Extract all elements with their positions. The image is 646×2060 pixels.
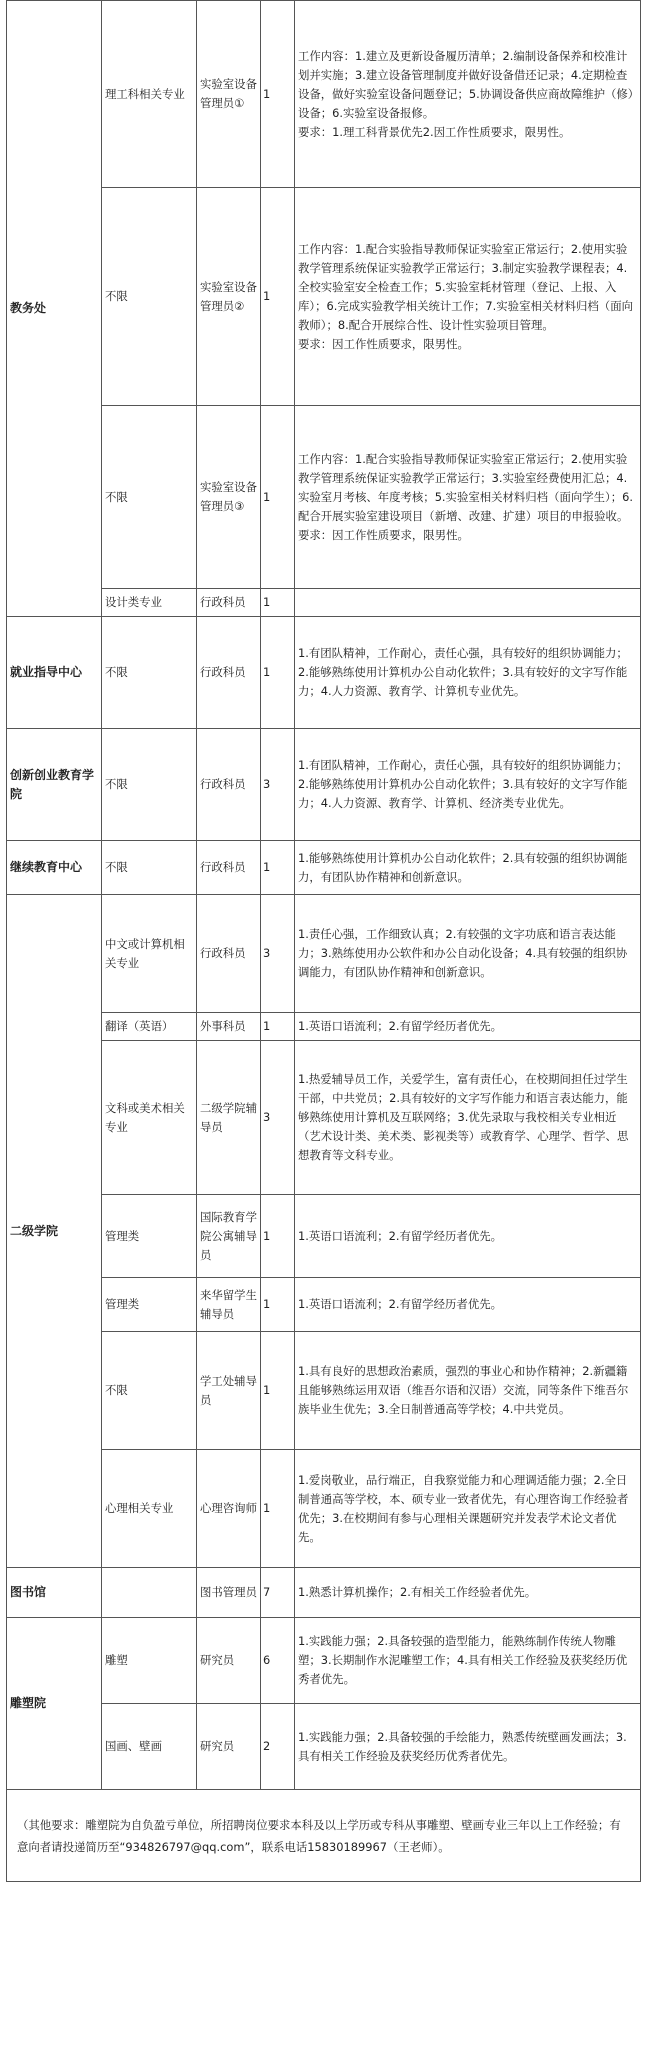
major-cell: [102, 1568, 197, 1618]
count-cell: 1: [261, 188, 295, 406]
table-row: [7, 1618, 641, 1704]
table-row: [7, 589, 641, 617]
dept-cell: 教务处: [7, 1, 102, 617]
requirement-cell: 1.爱岗敬业，品行端正，自我察觉能力和心理调适能力强；2.全日制普通高等学校，本、硕专业一致者优先，有心理咨询工作经验者优先；3.在校期间有参与心理相关课题研究并发表学术论文者优先。: [295, 1450, 641, 1568]
requirement-cell: [295, 188, 641, 406]
major-cell: 国画、壁画: [102, 1704, 197, 1790]
post-cell: 国际教育学院公寓辅导员: [197, 1195, 261, 1278]
count-cell: 3: [261, 729, 295, 841]
requirement-cell: [295, 589, 641, 617]
major-cell: 不限: [102, 617, 197, 729]
requirement-text: 工作内容：1.配合实验指导教师保证实验室正常运行；2.使用实验教学管理系统保证实验教学正常运行；3.实验室经费使用汇总；4.实验室月考核、年度考核；5.实验室相关材料归档（面向学生）；6.配合开展实验室建设项目（新增、改建、扩建）项目的申报验收。: [298, 451, 633, 523]
requirement-cell: 1.实践能力强；2.具备较强的造型能力，能熟练制作传统人物雕塑；3.长期制作水泥雕塑工作；4.具有相关工作经验及获奖经历优秀者优先。: [295, 1618, 641, 1704]
requirement-cell: [295, 406, 641, 589]
dept-cell: 图书馆: [7, 1568, 102, 1618]
major-cell: 不限: [102, 406, 197, 589]
recruitment-table-page: [6, 0, 640, 1882]
major-cell: 文科或美术相关专业: [102, 1041, 197, 1195]
post-cell: 行政科员: [197, 729, 261, 841]
post-cell: 实验室设备管理员①: [197, 1, 261, 188]
count-cell: 1: [261, 1278, 295, 1332]
table-row: [7, 1041, 641, 1195]
requirement-extra: 要求：因工作性质要求，限男性。: [298, 336, 469, 351]
dept-cell: 创新创业教育学院: [7, 729, 102, 841]
count-cell: 1: [261, 1013, 295, 1041]
post-cell: 学工处辅导员: [197, 1332, 261, 1450]
table-row: [7, 1332, 641, 1450]
post-cell: 研究员: [197, 1618, 261, 1704]
post-cell: 来华留学生辅导员: [197, 1278, 261, 1332]
table-row: [7, 1278, 641, 1332]
table-row: [7, 1704, 641, 1790]
requirement-cell: 1.英语口语流利；2.有留学经历者优先。: [295, 1195, 641, 1278]
requirement-text: 工作内容：1.配合实验指导教师保证实验室正常运行；2.使用实验教学管理系统保证实验教学正常运行；3.制定实验教学课程表；4.全校实验室安全检查工作；5.实验室耗材管理（登记、上报、入库）；6.完成实验教学相关统计工作；7.实验室相关材料归档（面向教师）；8.配合开展综合性、设计性实验项目管理。: [298, 241, 633, 332]
major-cell: 理工科相关专业: [102, 1, 197, 188]
table-row: [7, 1195, 641, 1278]
post-cell: 行政科员: [197, 895, 261, 1013]
other-requirements-note: （其他要求：雕塑院为自负盈亏单位，所招聘岗位要求本科及以上学历或专科从事雕塑、壁画专业三年以上工作经验；有意向者请投递简历至“934826797@qq.com”，联系电话15830189967（王老师）。: [7, 1790, 641, 1882]
count-cell: 1: [261, 841, 295, 895]
requirement-cell: 1.具有良好的思想政治素质，强烈的事业心和协作精神；2.新疆籍且能够熟练运用双语（维吾尔语和汉语）交流，同等条件下维吾尔族毕业生优先；3.全日制普通高等学校；4.中共党员。: [295, 1332, 641, 1450]
major-cell: 心理相关专业: [102, 1450, 197, 1568]
count-cell: 1: [261, 617, 295, 729]
table-row: [7, 1790, 641, 1882]
requirement-cell: [295, 1, 641, 188]
major-cell: 不限: [102, 729, 197, 841]
post-cell: 行政科员: [197, 841, 261, 895]
requirement-cell: 1.熟悉计算机操作；2.有相关工作经验者优先。: [295, 1568, 641, 1618]
count-cell: 3: [261, 895, 295, 1013]
count-cell: 3: [261, 1041, 295, 1195]
requirement-extra: 要求：因工作性质要求，限男性。: [298, 527, 469, 542]
count-cell: 1: [261, 589, 295, 617]
count-cell: 1: [261, 1, 295, 188]
major-cell: 雕塑: [102, 1618, 197, 1704]
dept-cell: 就业指导中心: [7, 617, 102, 729]
count-cell: 1: [261, 1332, 295, 1450]
post-cell: 图书管理员: [197, 1568, 261, 1618]
requirement-text: 工作内容：1.建立及更新设备履历清单；2.编制设备保养和校准计划并实施；3.建立设备管理制度并做好设备借还记录；4.定期检查设备，做好实验室设备问题登记；5.协调设备供应商故障维护（修）设备；6.实验室设备报修。: [298, 48, 634, 120]
post-cell: 心理咨询师: [197, 1450, 261, 1568]
dept-cell: 继续教育中心: [7, 841, 102, 895]
major-cell: 中文或计算机相关专业: [102, 895, 197, 1013]
post-cell: 行政科员: [197, 589, 261, 617]
table-row: [7, 1013, 641, 1041]
requirement-extra: 要求：1.理工科背景优先2.因工作性质要求，限男性。: [298, 124, 571, 139]
post-cell: 实验室设备管理员②: [197, 188, 261, 406]
major-cell: 管理类: [102, 1195, 197, 1278]
dept-cell: 雕塑院: [7, 1618, 102, 1790]
requirement-cell: 1.有团队精神，工作耐心，责任心强，具有较好的组织协调能力；2.能够熟练使用计算机办公自动化软件；3.具有较好的文字写作能力；4.人力资源、教育学、计算机、经济类专业优先。: [295, 729, 641, 841]
table-row: [7, 617, 641, 729]
table-row: [7, 406, 641, 589]
major-cell: 不限: [102, 188, 197, 406]
requirement-cell: 1.实践能力强；2.具备较强的手绘能力，熟悉传统壁画发画法；3.具有相关工作经验及获奖经历优秀者优先。: [295, 1704, 641, 1790]
count-cell: 7: [261, 1568, 295, 1618]
major-cell: 翻译（英语）: [102, 1013, 197, 1041]
table-row: [7, 1450, 641, 1568]
count-cell: 1: [261, 1450, 295, 1568]
post-cell: 二级学院辅导员: [197, 1041, 261, 1195]
table-row: [7, 895, 641, 1013]
requirement-cell: 1.有团队精神，工作耐心，责任心强，具有较好的组织协调能力；2.能够熟练使用计算机办公自动化软件；3.具有较好的文字写作能力；4.人力资源、教育学、计算机专业优先。: [295, 617, 641, 729]
major-cell: 设计类专业: [102, 589, 197, 617]
count-cell: 1: [261, 406, 295, 589]
dept-cell: 二级学院: [7, 895, 102, 1568]
count-cell: 2: [261, 1704, 295, 1790]
requirement-cell: 1.英语口语流利；2.有留学经历者优先。: [295, 1278, 641, 1332]
major-cell: 管理类: [102, 1278, 197, 1332]
count-cell: 1: [261, 1195, 295, 1278]
recruitment-table: [6, 0, 641, 1882]
requirement-cell: 1.英语口语流利；2.有留学经历者优先。: [295, 1013, 641, 1041]
table-row: [7, 1, 641, 188]
table-row: [7, 1568, 641, 1618]
count-cell: 6: [261, 1618, 295, 1704]
requirement-cell: 1.责任心强，工作细致认真；2.有较强的文字功底和语言表达能力；3.熟练使用办公软件和办公自动化设备；4.具有较强的组织协调能力，有团队协作精神和创新意识。: [295, 895, 641, 1013]
major-cell: 不限: [102, 841, 197, 895]
post-cell: 研究员: [197, 1704, 261, 1790]
requirement-cell: 1.能够熟练使用计算机办公自动化软件；2.具有较强的组织协调能力，有团队协作精神和创新意识。: [295, 841, 641, 895]
table-row: [7, 188, 641, 406]
table-row: [7, 841, 641, 895]
requirement-cell: 1.热爱辅导员工作，关爱学生，富有责任心，在校期间担任过学生干部，中共党员；2.具有较好的文字写作能力和语言表达能力，能够熟练使用计算机及互联网络；3.优先录取与我校相关专业相近（艺术设计类、美术类、影视类等）或教育学、心理学、哲学、思想教育等文科专业。: [295, 1041, 641, 1195]
table-row: [7, 729, 641, 841]
post-cell: 外事科员: [197, 1013, 261, 1041]
post-cell: 实验室设备管理员③: [197, 406, 261, 589]
major-cell: 不限: [102, 1332, 197, 1450]
post-cell: 行政科员: [197, 617, 261, 729]
